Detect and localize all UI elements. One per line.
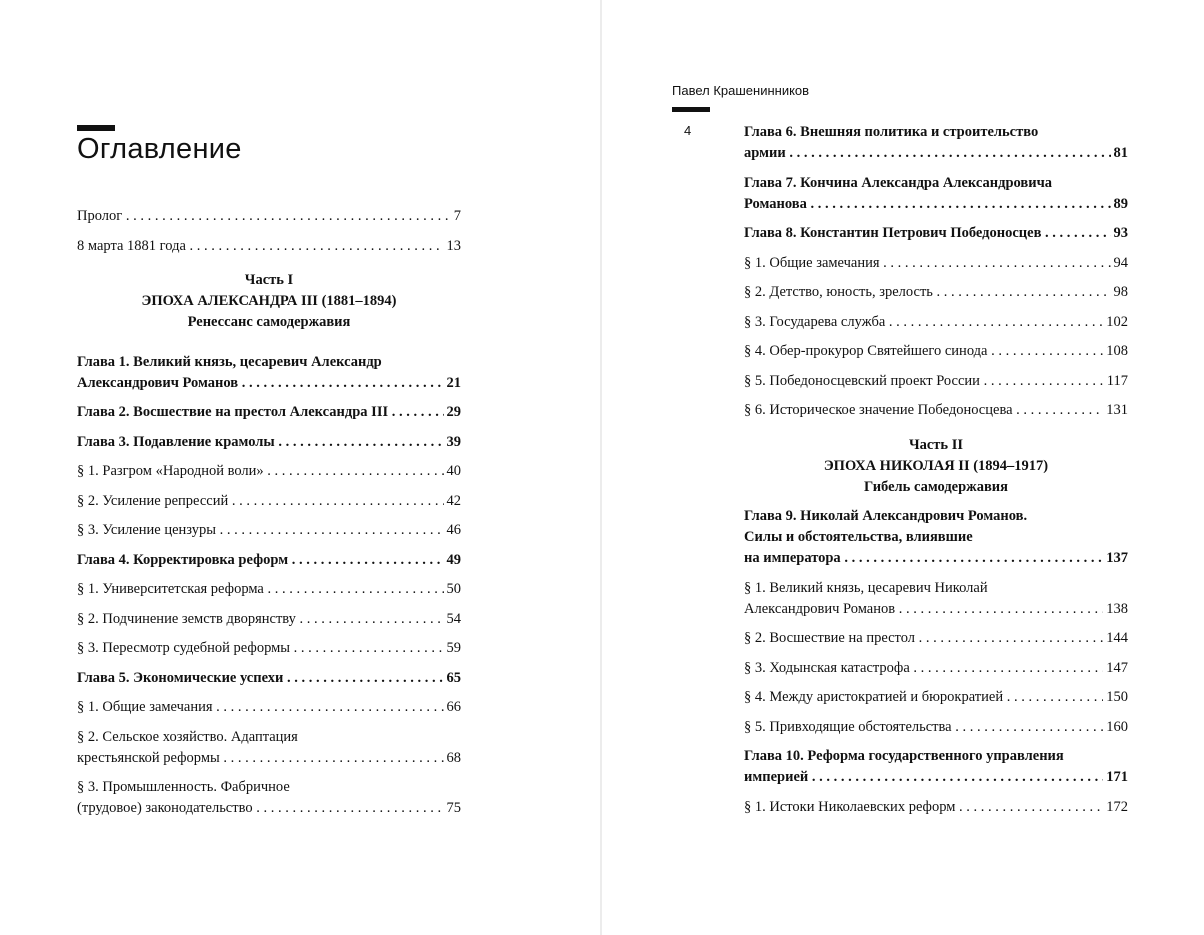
section-title-line: § 1. Великий князь, цесаревич Николай [744,579,988,596]
page-ref: 171 [1103,767,1128,788]
toc-section[interactable]: § 2. Подчинение земств дворянству . . . 54 [77,609,461,630]
toc-section[interactable]: § 1. Общие замечания . . . 94 [744,253,1128,274]
chapter-title-line: Глава 6. Внешняя политика и строительство [744,124,1039,140]
toc-section[interactable]: § 2. Восшествие на престол . . . 144 [744,628,1128,649]
page-ref: 147 [1103,658,1128,679]
page-ref: 138 [1103,599,1128,620]
toc-chapter-4[interactable]: Глава 4. Корректировка реформ . . . 49 [77,550,461,571]
toc-section[interactable]: § 1. Общие замечания . . . 66 [77,697,461,718]
right-page [602,0,1204,935]
page-ref: 94 [1111,253,1129,274]
page-ref: 50 [444,579,462,600]
toc-section[interactable]: § 3. Ходынская катастрофа . . . 147 [744,658,1128,679]
toc-chapter-7[interactable]: Глава 7. Кончина Александра Александровича Романова . . . 89 [744,173,1128,215]
toc-entry-march-1881[interactable]: 8 марта 1881 года . . . 13 [77,236,461,257]
page-ref: 59 [444,638,462,659]
chapter-title-line: Глава 10. Реформа государственного управления [744,748,1064,764]
section-title-line: § 2. Сельское хозяйство. Адаптация [77,728,298,745]
page-ref: 89 [1111,194,1129,215]
page-ref: 137 [1103,548,1128,569]
toc-chapter-3[interactable]: Глава 3. Подавление крамолы . . . 39 [77,432,461,453]
page-ref: 144 [1103,628,1128,649]
toc-section[interactable]: § 3. Усиление цензуры . . . 46 [77,520,461,541]
page-ref: 39 [444,432,462,453]
toc-chapter-1[interactable]: Глава 1. Великий князь, цесаревич Александр Александрович Романов . . . 21 [77,352,461,394]
title-rule [77,125,115,131]
chapter-title-line: Глава 9. Николай Александрович Романов. [744,508,1028,524]
part-label: Часть I [244,271,294,288]
chapter-title-line: Глава 1. Великий князь, цесаревич Александр [77,353,382,370]
page-ref: 49 [444,550,462,571]
toc-entry-prologue[interactable]: Пролог . . . 7 [77,206,461,227]
header-rule [672,107,710,112]
page-ref: 40 [444,461,462,482]
page-ref: 150 [1103,687,1128,708]
part-label: Часть II [908,437,964,453]
toc-section[interactable]: § 1. Разгром «Народной воли» . . . 40 [77,461,461,482]
page-ref: 131 [1103,400,1128,421]
toc-chapter-8[interactable]: Глава 8. Константин Петрович Победоносцев . . . 93 [744,223,1128,244]
toc-section[interactable]: § 4. Обер-прокурор Святейшего синода . . . 108 [744,341,1128,362]
toc-right [744,122,1128,826]
page-ref: 29 [444,402,462,423]
page-ref: 108 [1103,341,1128,362]
section-title-line: § 3. Промышленность. Фабричное [77,779,290,795]
part-subtitle: Гибель самодержавия [864,479,1008,495]
page-ref: 102 [1103,312,1128,333]
left-page [0,0,601,935]
page-ref: 172 [1103,797,1128,818]
page-ref: 65 [444,668,462,689]
page-ref: 160 [1103,717,1128,738]
toc-section[interactable]: § 1. Великий князь, цесаревич Николай Александрович Романов . . . 138 [744,578,1128,620]
part-name: ЭПОХА НИКОЛАЯ II (1894–1917) [823,458,1049,474]
page-ref: 54 [444,609,462,630]
part-subtitle: Ренессанс самодержавия [187,313,351,330]
page-ref: 21 [444,373,462,394]
toc-section[interactable]: § 2. Детство, юность, зрелость . . . 98 [744,282,1128,303]
toc-section[interactable]: § 2. Сельское хозяйство. Адаптация крестьянской реформы . . . 68 [77,727,461,769]
toc-section[interactable]: § 5. Привходящие обстоятельства . . . 160 [744,717,1128,738]
toc-section[interactable]: § 1. Университетская реформа . . . 50 [77,579,461,600]
toc-section[interactable]: § 3. Пересмотр судебной реформы . . . 59 [77,638,461,659]
toc-section[interactable]: § 1. Истоки Николаевских реформ . . . 172 [744,797,1128,818]
page-ref: 98 [1111,282,1129,303]
page-number: 4 [684,123,692,138]
toc-section[interactable]: § 3. Государева служба . . . 102 [744,312,1128,333]
toc-chapter-10[interactable]: Глава 10. Реформа государственного управления империей . . . 171 [744,746,1128,788]
running-header-author: Павел Крашенинников [672,83,810,98]
toc-section[interactable]: § 3. Промышленность. Фабричное (трудовое) законодательство . . . 75 [77,777,461,819]
chapter-title-line: Глава 7. Кончина Александра Александровича [744,174,1053,191]
toc-chapter-9[interactable]: Глава 9. Николай Александрович Романов. Силы и обстоятельства, влиявшие на императора . . . 137 [744,506,1128,569]
toc-left [77,206,461,828]
page-title: Оглавление [77,133,242,165]
toc-section[interactable]: § 5. Победоносцевский проект России . . . 117 [744,371,1128,392]
toc-chapter-2[interactable]: Глава 2. Восшествие на престол Александра III . . . 29 [77,402,461,423]
toc-section[interactable]: § 4. Между аристократией и бюрократией . . . 150 [744,687,1128,708]
page-ref: 68 [444,748,462,769]
chapter-title-line: Силы и обстоятельства, влиявшие [744,529,973,545]
page-ref: 42 [444,491,462,512]
page-ref: 66 [444,697,462,718]
toc-chapter-5[interactable]: Глава 5. Экономические успехи . . . 65 [77,668,461,689]
toc-section[interactable]: § 6. Историческое значение Победоносцева . . . 131 [744,400,1128,421]
part-2-heading [744,435,1128,498]
page-ref: 81 [1111,143,1129,164]
part-name: ЭПОХА АЛЕКСАНДРА III (1881–1894) [141,292,397,309]
toc-chapter-6[interactable]: Глава 6. Внешняя политика и строительство армии . . . 81 [744,122,1128,164]
page-ref: 93 [1111,223,1129,244]
part-1-heading [77,270,461,333]
page-ref: 46 [444,520,462,541]
page-ref: 13 [444,236,462,257]
page-ref: 7 [451,206,461,227]
page-ref: 117 [1104,371,1128,392]
page-ref: 75 [444,798,462,819]
toc-section[interactable]: § 2. Усиление репрессий . . . 42 [77,491,461,512]
